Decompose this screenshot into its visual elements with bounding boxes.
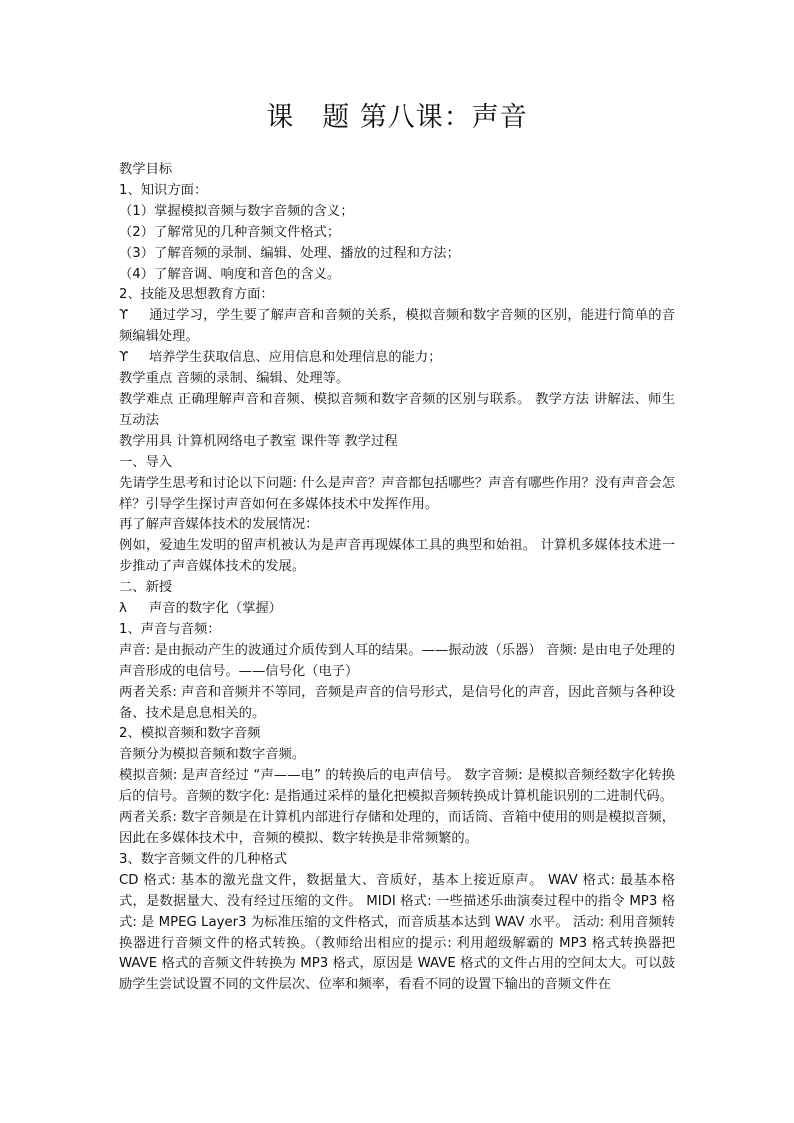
text-line: 3、数字音频文件的几种格式 [119,851,288,867]
text-line: 模拟音频: 是声音经过 “声——电” 的转换后的电声信号。 数字音频: 是模拟音频经数字化转换后的信号。音频的数字化: 是指通过采样的量化把模拟音频转换成计算机能识别的二进制代码。 [119,768,675,805]
lesson-body [119,160,675,996]
text-line: （4）了解音调、响度和音色的含义。 [119,266,341,282]
text-line: 2、技能及思想教育方面： [119,287,274,303]
text-line: 再了解声音媒体技术的发展情况： [119,517,319,533]
text-line: 教学目标 [119,162,173,177]
text-line: （1）掌握模拟音频与数字音频的含义； [119,203,354,219]
section-heading: 一、导入 [119,454,173,470]
bullet-symbol: λ [119,601,127,617]
text-line: 声音: 是由振动产生的波通过介质传到人耳的结果。——振动波（乐器） 音频: 是由电子处理的声音形成的电信号。——信号化（电子） [119,642,675,679]
lesson-title: 课 题 第八课：声音 [266,102,528,133]
bullet-paragraph: ϒ 培养学生获取信息、应用信息和处理信息的能力； [119,348,675,369]
text-line: 1、知识方面： [119,182,208,198]
text-line: 先请学生思考和讨论以下问题: 什么是声音？声音都包括哪些？声音有哪些作用？没有声音会怎样？引导学生探讨声音如何在多媒体技术中发挥作用。 [119,475,675,512]
text-line: 2、模拟音频和数字音频 [119,726,261,742]
text-line: 两者关系: 声音和音频并不等同，音频是声音的信号形式，是信号化的声音，因此音频与各种设备、技术是息息相关的。 [119,684,675,721]
bullet-paragraph: ϒ 通过学习，学生要了解声音和音频的关系，模拟音频和数字音频的区别，能进行简单的音频编辑处理。 [119,308,675,345]
text-line: 教学难点 正确理解声音和音频、模拟音频和数字音频的区别与联系。 教学方法 讲解法、师生互动法 [119,391,675,428]
text-line: 1、声音与音频： [119,621,221,637]
text-line: （2）了解常见的几种音频文件格式； [119,224,341,240]
text-line: 教学用具 计算机网络电子教室 课件等 教学过程 [119,433,398,449]
text-line: 例如，爱迪生发明的留声机被认为是声音再现媒体工具的典型和始祖。 计算机多媒体技术进一步推动了声音媒体技术的发展。 [119,538,675,575]
bullet-symbol: ϒ [119,350,129,366]
bullet-paragraph: λ 声音的数字化（掌握） [119,599,675,620]
text-line: 教学重点 音频的录制、编辑、处理等。 [119,371,350,387]
text-line: （3）了解音频的录制、编辑、处理、播放的过程和方法； [119,245,460,261]
text-line: CD 格式: 基本的激光盘文件，数据量大、音质好，基本上接近原声。 WAV 格式: 最基本格式，是数据量大、没有经过压缩的文件。 MIDI 格式: 一些描述乐曲演奏过程中的指令 MP3 格式: 是 MPEG Layer3 为标准压缩的文件格式，而音质基本达到 WAV 水平。 活动: 利用音频转换器进行音频文件的格式转换。（教师给出相应的提示: 利用超级解霸的 MP3 格式转换器把 WAVE 格式的音频文件转换为 MP3 格式，原因是 WAVE 格式的文件占用的空间太大。可以鼓励学生尝试设置不同的文件层次、位率和频率，看看不同的设置下输出的音频文件在 [119,872,675,993]
section-heading: 二、新授 [119,580,173,596]
bullet-symbol: ϒ [119,308,129,324]
text-line: 音频分为模拟音频和数字音频。 [119,747,306,763]
text-line: 两者关系: 数字音频是在计算机内部进行存储和处理的，而话筒、音箱中使用的则是模拟音频，因此在多媒体技术中，音频的模拟、数字转换是非常频繁的。 [119,810,675,846]
